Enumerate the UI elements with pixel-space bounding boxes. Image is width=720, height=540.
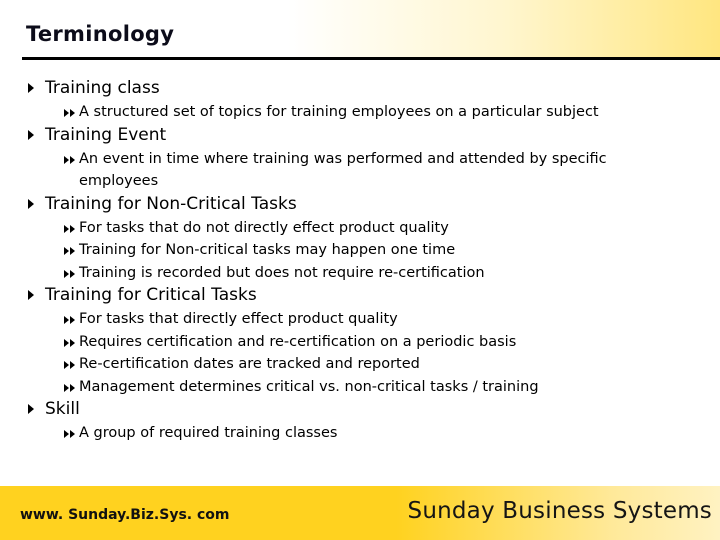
double-arrow-bullet-icon — [64, 156, 76, 164]
sub-bullet-text: Training for Non-critical tasks may happen one time — [79, 242, 456, 258]
title-divider — [22, 57, 720, 60]
sub-bullet — [28, 262, 639, 285]
bullet-training-event — [28, 124, 708, 146]
bullet-label: Training for Non-Critical Tasks — [45, 193, 297, 214]
double-arrow-bullet-icon — [64, 316, 76, 324]
bullet-label: Skill — [45, 399, 80, 419]
sub-bullet-text: Requires certification and re-certification on a periodic basis — [79, 333, 517, 350]
sub-bullet — [28, 101, 639, 124]
bullet-label: Training Event — [45, 124, 167, 145]
triangle-bullet-icon — [28, 404, 34, 414]
bullet-label: Training class — [45, 78, 160, 98]
sub-bullet — [28, 422, 639, 445]
bullet-skill — [28, 398, 708, 420]
double-arrow-bullet-icon — [64, 384, 76, 392]
sub-bullet-text: For tasks that do not directly effect product quality — [79, 219, 449, 236]
sub-bullet — [28, 331, 639, 354]
sub-bullet-text: Training is recorded but does not require re-certification — [79, 264, 485, 281]
footer-url-link[interactable]: www. Sunday.Biz.Sys. com — [20, 507, 230, 523]
triangle-bullet-icon — [28, 290, 34, 300]
sub-bullet-text: A group of required training classes — [79, 425, 338, 441]
sub-bullet — [28, 239, 639, 262]
sub-bullet-text: An event in time where training was performed and attended by specific employees — [79, 150, 607, 189]
double-arrow-bullet-icon — [64, 109, 76, 117]
bullet-critical-tasks — [28, 284, 708, 306]
sub-bullet — [28, 376, 639, 399]
double-arrow-bullet-icon — [64, 247, 76, 255]
bullet-label: Training for Critical Tasks — [45, 285, 257, 305]
double-arrow-bullet-icon — [64, 361, 76, 369]
double-arrow-bullet-icon — [64, 430, 76, 438]
double-arrow-bullet-icon — [64, 270, 76, 278]
sub-bullet-text: A structured set of topics for training employees on a particular subject — [79, 104, 599, 120]
double-arrow-bullet-icon — [64, 225, 76, 233]
bullet-non-critical-tasks — [28, 193, 708, 215]
double-arrow-bullet-icon — [64, 339, 76, 347]
triangle-bullet-icon — [28, 199, 34, 209]
sub-bullet-text: Management determines critical vs. non-critical tasks / training — [79, 378, 539, 395]
footer-brand: Sunday Business Systems — [407, 498, 712, 524]
sub-bullet — [28, 217, 639, 240]
triangle-bullet-icon — [28, 83, 34, 93]
triangle-bullet-icon — [28, 130, 34, 140]
sub-bullet — [28, 148, 639, 193]
slide-content — [28, 77, 708, 445]
sub-bullet — [28, 353, 639, 376]
bullet-training-class — [28, 77, 708, 99]
sub-bullet-text: Re-certification dates are tracked and reported — [79, 356, 420, 372]
sub-bullet — [28, 308, 639, 331]
sub-bullet-text: For tasks that directly effect product quality — [79, 311, 398, 327]
slide-title: Terminology — [26, 22, 175, 46]
